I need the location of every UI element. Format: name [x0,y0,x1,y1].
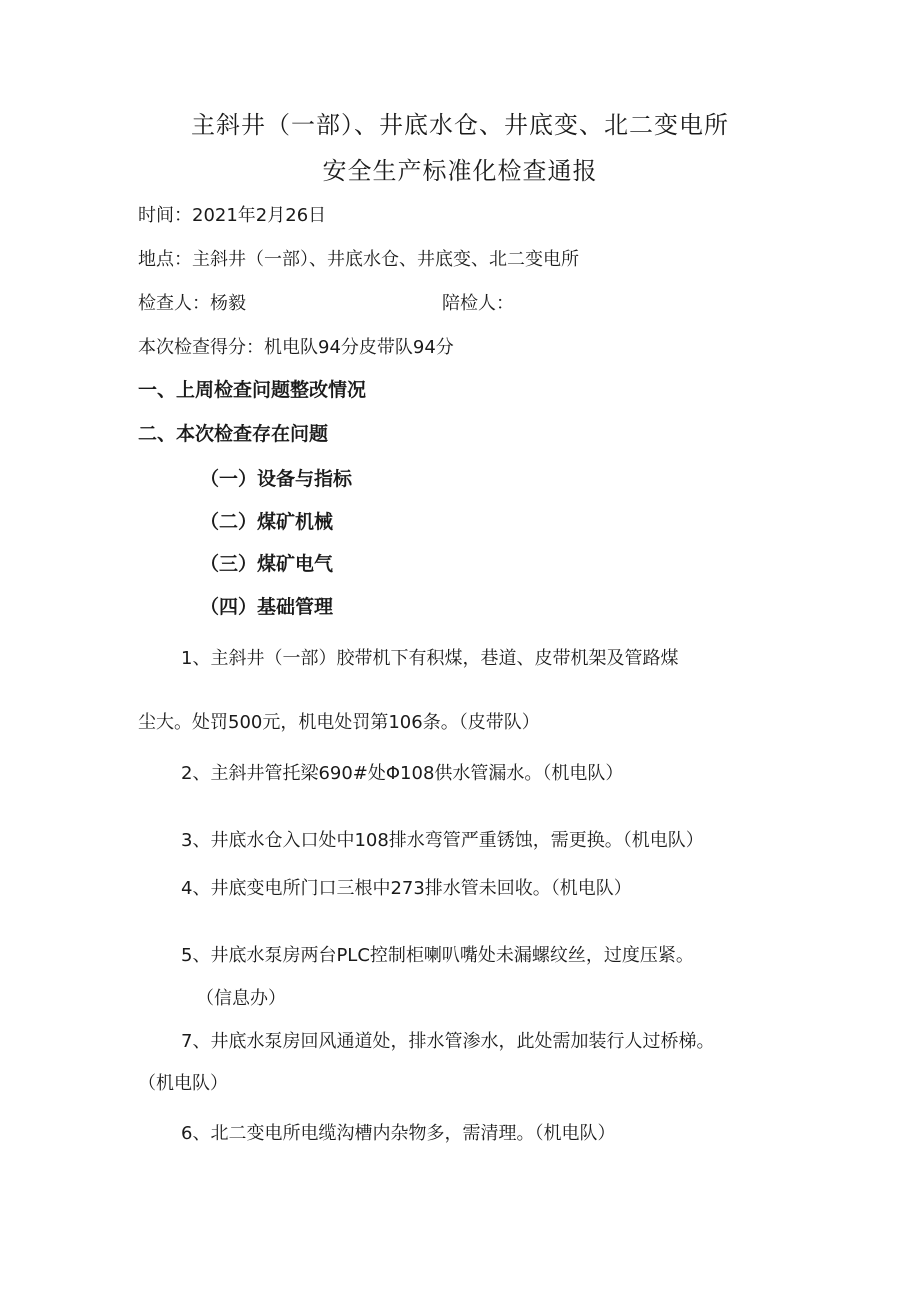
meta-companion: 陪检人： [442,293,514,314]
title-line-1: 主斜井（一部）、井底水仓、井底变、北二变电所 [191,111,729,139]
meta-time: 时间：2021年2月26日 [138,205,327,226]
title-line-2: 安全生产标准化检查通报 [322,157,598,185]
issue-1: 1、主斜井（一部）胶带机下有积煤，巷道、皮带机架及管路煤 [181,648,679,669]
meta-location: 地点：主斜井（一部）、井底水仓、井底变、北二变电所 [138,249,579,270]
issue-6: 6、北二变电所电缆沟槽内杂物多，需清理。（机电队） [181,1123,616,1144]
issue-7: 7、井底水泵房回风通道处，排水管渗水，此处需加装行人过桥梯。 [181,1031,715,1052]
section-heading-2: 二、本次检查存在问题 [138,423,329,445]
subsection-equipment: （一）设备与指标 [200,468,353,490]
meta-score: 本次检查得分：机电队94分皮带队94分 [138,337,454,358]
subsection-electrical: （三）煤矿电气 [200,553,334,575]
issue-4: 4、井底变电所门口三根中273排水管未回收。（机电队） [181,878,632,899]
section-heading-1: 一、上周检查问题整改情况 [138,379,367,401]
issue-3: 3、井底水仓入口处中108排水弯管严重锈蚀，需更换。（机电队） [181,830,704,851]
issue-2: 2、主斜井管托梁690#处Φ108供水管漏水。（机电队） [181,763,624,784]
issue-7-continued: （机电队） [138,1073,228,1094]
meta-inspector: 检查人：杨毅 [138,293,246,314]
subsection-management: （四）基础管理 [200,596,334,618]
subsection-machinery: （二）煤矿机械 [200,511,334,533]
issue-5: 5、井底水泵房两台PLC控制柜喇叭嘴处未漏螺纹丝，过度压紧。 [181,945,694,966]
issue-5-continued: （信息办） [196,988,286,1009]
issue-1-continued: 尘大。处罚500元，机电处罚第106条。（皮带队） [138,712,540,733]
